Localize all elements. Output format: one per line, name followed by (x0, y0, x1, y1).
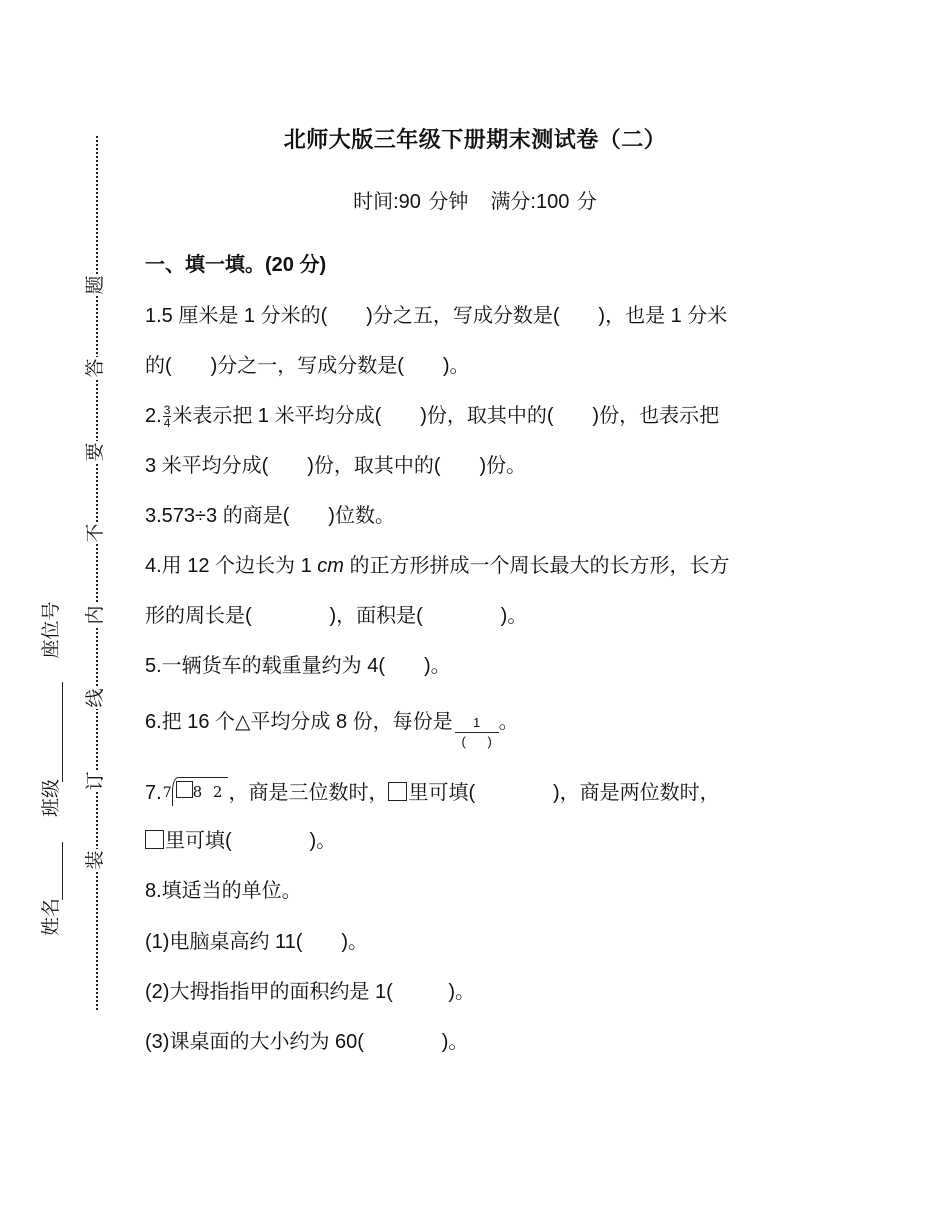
time-info: 时间:90 分钟 (353, 191, 469, 213)
q1-text-f: )。 (442, 355, 470, 377)
q4-text-c: 形的周长是( (145, 605, 252, 627)
section-heading: 一、填一填。(20 分) (145, 254, 327, 276)
seal-char-6: 线 (85, 688, 106, 708)
name-blank-line (62, 842, 63, 900)
q7-text-b: 里可填( (408, 782, 476, 804)
seat-number-label: 座位号 (41, 601, 62, 659)
q7-number: 7. (145, 782, 162, 804)
q6-text-b: 。 (498, 711, 519, 733)
blank-box-icon (176, 781, 193, 798)
question-7-line-2 (145, 827, 336, 855)
q2-text-f: )份。 (479, 455, 527, 477)
q1-text-e: )分之一，写成分数是( (210, 355, 404, 377)
q4-text-b: 的正方形拼成一个周长最大的长方形，长方 (343, 555, 730, 577)
question-8-heading: 8.填适当的单位。 (145, 880, 302, 902)
question-6 (145, 708, 519, 749)
q1-text-a: 1.5 厘米是 1 分米的( (145, 305, 328, 327)
q4-unit-cm: cm (317, 555, 344, 577)
q8-3-text-b: )。 (441, 1031, 469, 1053)
q2-text-a: 米表示把 1 米平均分成( (172, 405, 382, 427)
seal-char-8: 装 (85, 850, 106, 870)
q8-1-text-b: )。 (341, 931, 368, 953)
seal-char-5: 内 (85, 605, 106, 625)
q1-text-b: )分之五，写成分数是( (366, 305, 560, 327)
question-3 (145, 502, 395, 530)
seal-char-3: 要 (85, 442, 106, 462)
exam-info (0, 185, 950, 214)
blank-box-icon (388, 782, 407, 801)
q1-text-d: 的( (145, 355, 172, 377)
q2-text-d: 3 米平均分成( (145, 455, 269, 477)
q7-text-e: )。 (309, 830, 337, 852)
question-8-item-2 (145, 978, 475, 1006)
q3-text-b: )位数。 (328, 505, 395, 527)
question-4-line-1 (145, 552, 730, 580)
question-1-line-2 (145, 352, 469, 380)
q8-2-text-a: (2)大拇指指甲的面积约是 1( (145, 981, 393, 1003)
q8-2-text-b: )。 (448, 981, 476, 1003)
q8-3-text-a: (3)课桌面的大小约为 60( (145, 1031, 364, 1053)
fraction-numerator: 1 (455, 716, 499, 733)
q7-text-d: 里可填( (165, 830, 232, 852)
seal-char-2: 答 (85, 358, 106, 378)
q6-text-a: 6.把 16 个△平均分成 8 份，每份是 (145, 711, 453, 733)
question-2-line-1 (145, 402, 719, 430)
fraction-denominator: 4 (163, 416, 171, 431)
fraction-numerator: 3 (163, 403, 171, 418)
q3-text-a: 3.573÷3 的商是( (145, 505, 290, 527)
q1-text-c: )，也是 1 分米 (598, 305, 728, 327)
fraction-three-quarters (163, 404, 172, 429)
question-8-item-3 (145, 1028, 468, 1056)
question-5 (145, 652, 451, 680)
dividend-digits: 8 2 (192, 783, 226, 801)
question-2-line-2 (145, 452, 526, 480)
page-title: 北师大版三年级下册期末测试卷（二） (283, 127, 667, 152)
question-1-line-1 (145, 302, 727, 330)
seal-char-4: 不 (85, 523, 106, 543)
q4-text-e: )。 (500, 605, 528, 627)
fraction-one-over-blank (455, 716, 499, 749)
q7-text-a: ，商是三位数时， (228, 782, 389, 804)
long-division (162, 777, 229, 807)
q5-text-b: )。 (423, 655, 451, 677)
dividend (172, 777, 229, 806)
class-blank-line (62, 682, 63, 782)
q2-text-e: )份，取其中的( (307, 455, 441, 477)
name-label: 姓名 (41, 898, 62, 937)
score-info: 满分:100 分 (490, 191, 597, 213)
q5-text-a: 5.一辆货车的载重量约为 4( (145, 655, 386, 677)
question-7-line-1 (145, 777, 720, 807)
q7-text-c: )，商是两位数时， (552, 782, 720, 804)
binding-dotted-line (96, 136, 98, 1010)
seal-char-7: 订 (85, 771, 106, 791)
q4-text-a: 4.用 12 个边长为 1 (145, 555, 318, 577)
question-4-line-2 (145, 602, 527, 630)
q2-text-c: )份，也表示把 (592, 405, 720, 427)
divisor: 7 (162, 785, 172, 801)
q2-text-b: )份，取其中的( (420, 405, 554, 427)
q4-text-d: )，面积是( (329, 605, 423, 627)
blank-box-icon (145, 830, 164, 849)
seal-char-1: 题 (85, 275, 106, 295)
q2-number: 2. (145, 405, 162, 427)
question-8-item-1 (145, 928, 368, 956)
class-label: 班级 (41, 779, 62, 818)
fraction-denominator-blank: ( ) (461, 734, 492, 749)
q8-1-text-a: (1)电脑桌高约 11( (145, 931, 303, 953)
